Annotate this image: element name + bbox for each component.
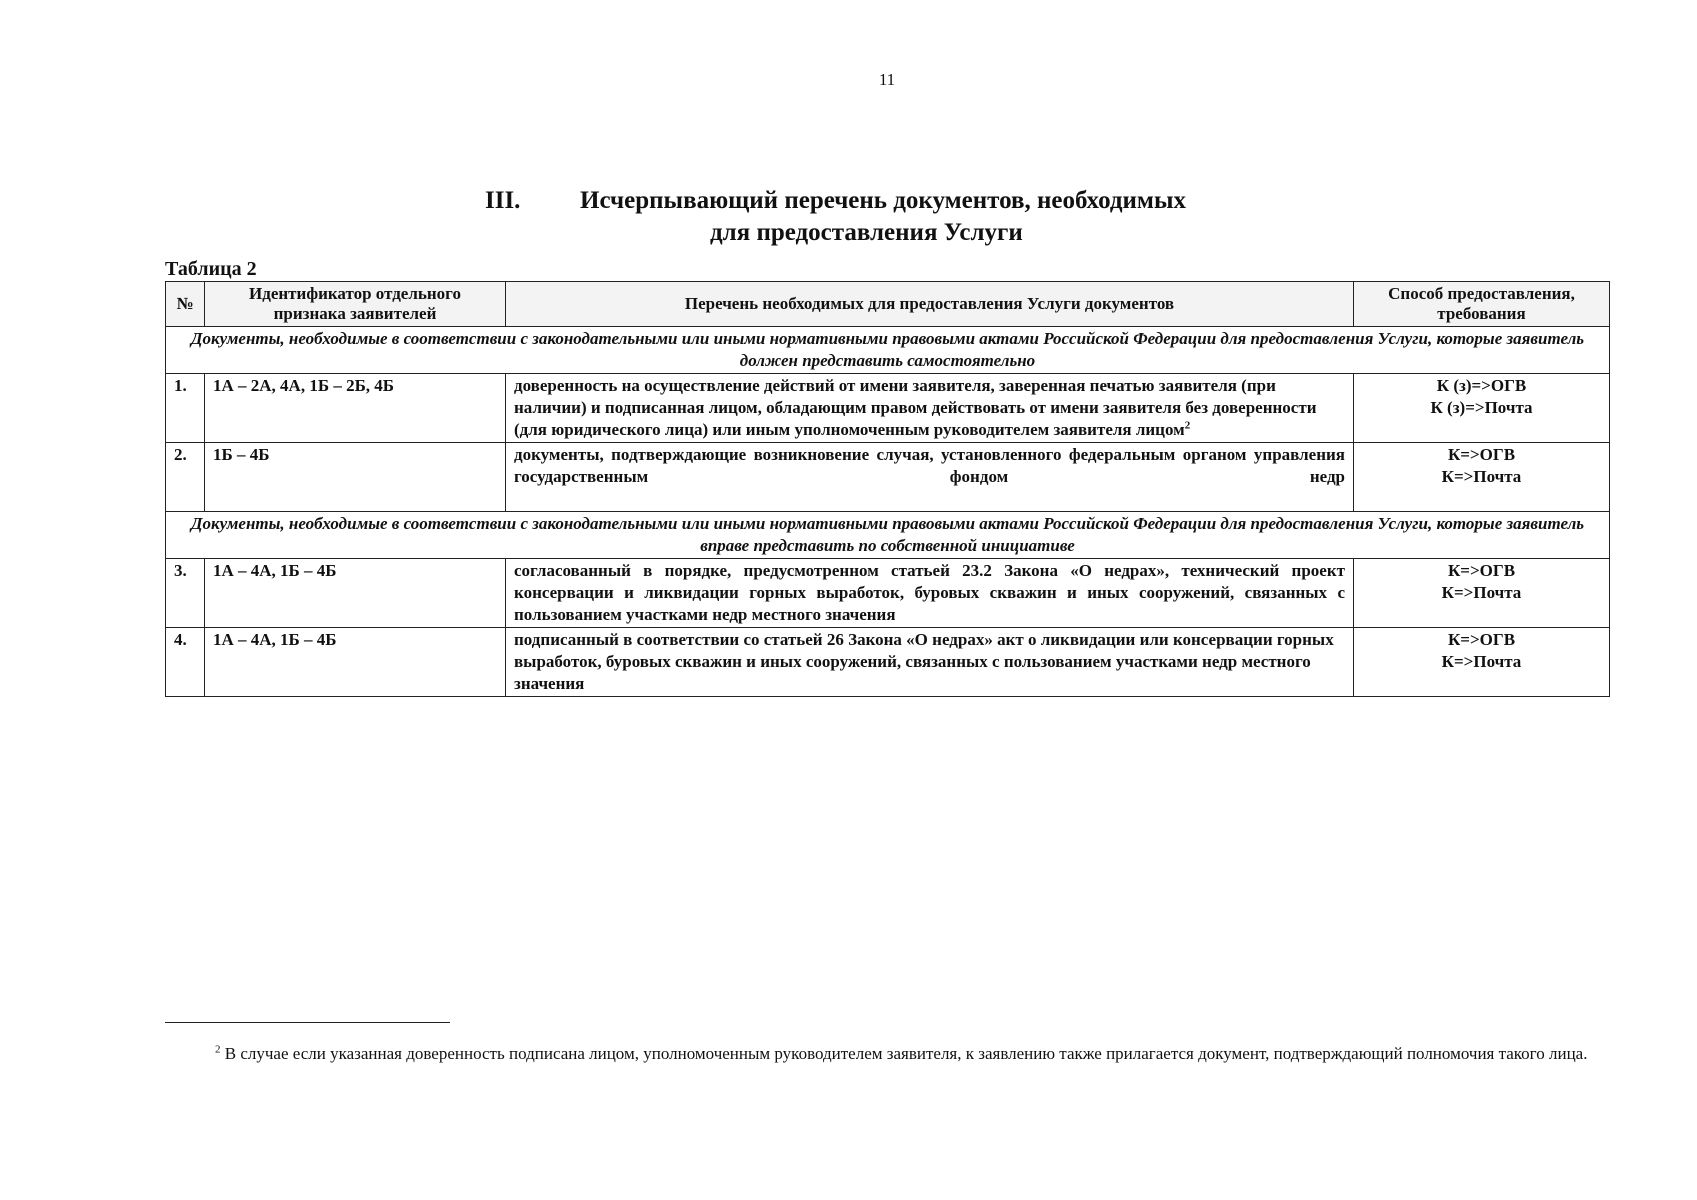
table-row <box>166 628 1610 697</box>
footnote-ref: 2 <box>1184 419 1191 432</box>
row-document <box>506 374 1354 443</box>
header-identifier: Идентификатор отдельного признака заявителей <box>205 282 506 327</box>
footnote-divider <box>165 1022 450 1023</box>
section-row <box>166 327 1610 374</box>
row-method <box>1354 443 1610 512</box>
table-row <box>166 374 1610 443</box>
header-method: Способ предоставления, требования <box>1354 282 1610 327</box>
method-line-1: К=>ОГВ <box>1447 561 1516 580</box>
row-document-text: доверенность на осуществление действий от имени заявителя, заверенная печатью заявителя (при наличии) и подписанная лицом, обладающим правом действовать от имени заявителя без доверенности (для юридического лица) или иным уполномоченным руководителем заявителя лицом <box>514 376 1317 439</box>
footnote-marker: 2 <box>215 1043 221 1056</box>
row-num: 3. <box>166 559 205 628</box>
row-identifier: 1А – 2А, 4А, 1Б – 2Б, 4Б <box>205 374 506 443</box>
row-method <box>1354 374 1610 443</box>
method-line-1: К=>ОГВ <box>1447 630 1516 649</box>
row-num: 1. <box>166 374 205 443</box>
table-row <box>166 559 1610 628</box>
row-identifier: 1А – 4А, 1Б – 4Б <box>205 559 506 628</box>
header-documents: Перечень необходимых для предоставления Услуги документов <box>506 282 1354 327</box>
method-line-2: К=>Почта <box>1441 652 1522 671</box>
method-line-2: К=>Почта <box>1441 467 1522 486</box>
documents-table <box>165 281 1610 697</box>
section-title: Документы, необходимые в соответствии с законодательными или иными нормативными правовыми актами Российской Федерации для предоставления Услуги, которые заявитель вправе представить по собственной инициативе <box>166 512 1610 559</box>
method-line-1: К (з)=>ОГВ <box>1436 376 1527 395</box>
table-header-row <box>166 282 1610 327</box>
row-method <box>1354 628 1610 697</box>
section-title-line-2: для предоставления Услуги <box>710 219 1023 246</box>
row-method <box>1354 559 1610 628</box>
method-line-2: К=>Почта <box>1441 583 1522 602</box>
method-line-2: К (з)=>Почта <box>1430 398 1533 417</box>
row-document: документы, подтверждающие возникновение случая, установленного федеральным органом управления государственным фондом недр <box>506 443 1354 512</box>
section-title-line-1: Исчерпывающий перечень документов, необходимых <box>580 187 1186 214</box>
row-document: подписанный в соответствии со статьей 26 Закона «О недрах» акт о ликвидации или консервации горных выработок, буровых скважин и иных сооружений, связанных с пользованием участками недр местного значения <box>506 628 1354 697</box>
section-title: Документы, необходимые в соответствии с законодательными или иными нормативными правовыми актами Российской Федерации для предоставления Услуги, которые заявитель должен представить самостоятельно <box>166 327 1610 374</box>
footnote <box>165 1042 1609 1066</box>
table-row <box>166 443 1610 512</box>
section-numeral: III. <box>485 187 521 214</box>
row-identifier: 1Б – 4Б <box>205 443 506 512</box>
row-document: согласованный в порядке, предусмотренном статьей 23.2 Закона «О недрах», технический проект консервации и ликвидации горных выработок, буровых скважин и иных сооружений, связанных с пользованием участками недр местного значения <box>506 559 1354 628</box>
method-line-1: К=>ОГВ <box>1447 445 1516 464</box>
row-num: 2. <box>166 443 205 512</box>
row-identifier: 1А – 4А, 1Б – 4Б <box>205 628 506 697</box>
page-number: 11 <box>878 70 896 89</box>
table-caption: Таблица 2 <box>165 258 257 280</box>
footnote-text: В случае если указанная доверенность подписана лицом, уполномоченным руководителем заявителя, к заявлению также прилагается документ, подтверждающий полномочия такого лица. <box>224 1044 1588 1063</box>
header-num: № <box>166 282 205 327</box>
row-num: 4. <box>166 628 205 697</box>
section-row <box>166 512 1610 559</box>
